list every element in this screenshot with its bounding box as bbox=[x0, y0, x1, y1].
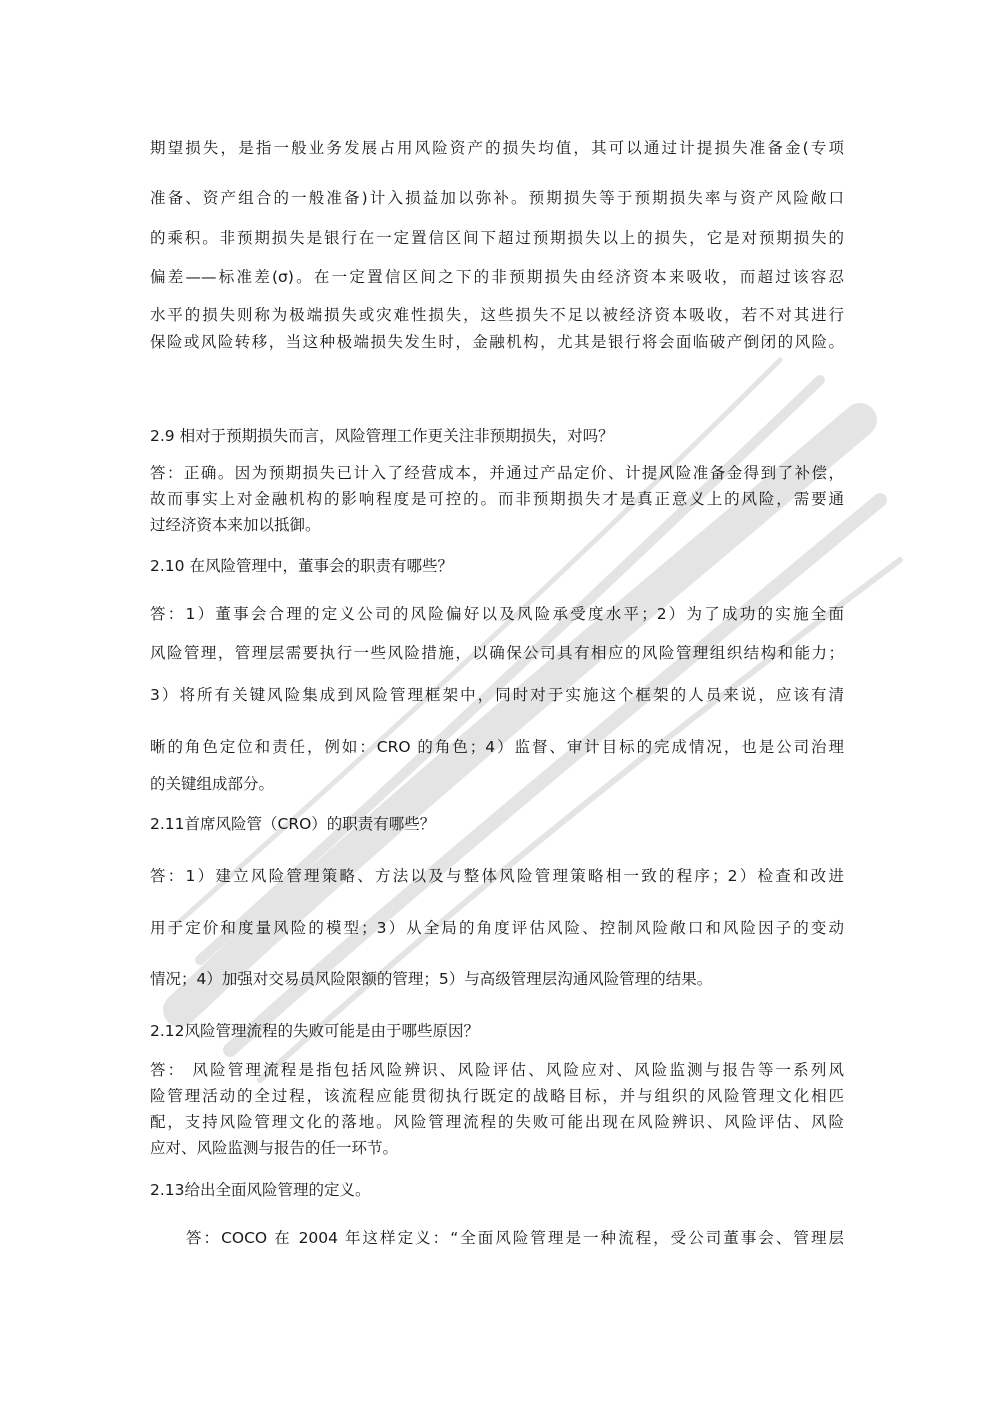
answer-line: 险管理活动的全过程，该流程应能贯彻执行既定的战略目标，并与组织的风险管理文化相匹 bbox=[150, 1087, 844, 1105]
answer-line: 风险管理，管理层需要执行一些风险措施，以确保公司具有相应的风险管理组织结构和能力； bbox=[150, 644, 844, 662]
paragraph-line: 偏差——标准差(σ)。在一定置信区间之下的非预期损失由经济资本来吸收，而超过该容忍 bbox=[150, 268, 844, 286]
answer-line: 答： 风险管理流程是指包括风险辨识、风险评估、风险应对、风险监测与报告等一系列风 bbox=[150, 1061, 844, 1079]
answer-line: 3）将所有关键风险集成到风险管理框架中，同时对于实施这个框架的人员来说，应该有清 bbox=[150, 686, 844, 704]
answer-line: 情况；4）加强对交易员风险限额的管理；5）与高级管理层沟通风险管理的结果。 bbox=[150, 970, 713, 988]
answer-line: 过经济资本来加以抵御。 bbox=[150, 516, 321, 534]
answer-line: 故而事实上对金融机构的影响程度是可控的。而非预期损失才是真正意义上的风险，需要通 bbox=[150, 490, 844, 508]
paragraph-line: 保险或风险转移，当这种极端损失发生时，金融机构，尤其是银行将会面临破产倒闭的风险。 bbox=[150, 333, 844, 351]
question-heading: 2.13给出全面风险管理的定义。 bbox=[150, 1181, 371, 1199]
question-heading: 2.9 相对于预期损失而言，风险管理工作更关注非预期损失，对吗？ bbox=[150, 427, 614, 445]
answer-line: 晰的角色定位和责任，例如：CRO 的角色；4）监督、审计目标的完成情况，也是公司治理 bbox=[150, 738, 844, 756]
answer-line: 答：1）建立风险管理策略、方法以及与整体风险管理策略相一致的程序；2）检查和改进 bbox=[150, 867, 844, 885]
answer-line: 答：1）董事会合理的定义公司的风险偏好以及风险承受度水平；2）为了成功的实施全面 bbox=[150, 605, 844, 623]
paragraph-line: 期望损失，是指一般业务发展占用风险资产的损失均值，其可以通过计提损失准备金(专项 bbox=[150, 139, 844, 157]
answer-line: 答：COCO 在 2004 年这样定义：“全面风险管理是一种流程，受公司董事会、管理层 bbox=[186, 1229, 844, 1247]
paragraph-line: 准备、资产组合的一般准备)计入损益加以弥补。预期损失等于预期损失率与资产风险敞口 bbox=[150, 189, 844, 207]
question-heading: 2.12风险管理流程的失败可能是由于哪些原因？ bbox=[150, 1022, 480, 1040]
answer-line: 的关键组成部分。 bbox=[150, 775, 275, 793]
question-heading: 2.11首席风险管（CRO）的职责有哪些？ bbox=[150, 815, 436, 833]
paragraph-line: 的乘积。非预期损失是银行在一定置信区间下超过预期损失以上的损失，它是对预期损失的 bbox=[150, 229, 844, 247]
answer-line: 应对、风险监测与报告的任一环节。 bbox=[150, 1139, 399, 1157]
answer-line: 配，支持风险管理文化的落地。风险管理流程的失败可能出现在风险辨识、风险评估、风险 bbox=[150, 1113, 844, 1131]
paragraph-line: 水平的损失则称为极端损失或灾难性损失，这些损失不足以被经济资本吸收，若不对其进行 bbox=[150, 306, 844, 324]
question-heading: 2.10 在风险管理中，董事会的职责有哪些？ bbox=[150, 557, 453, 575]
answer-line: 答：正确。因为预期损失已计入了经营成本，并通过产品定价、计提风险准备金得到了补偿， bbox=[150, 464, 844, 482]
answer-line: 用于定价和度量风险的模型；3）从全局的角度评估风险、控制风险敞口和风险因子的变动 bbox=[150, 919, 844, 937]
